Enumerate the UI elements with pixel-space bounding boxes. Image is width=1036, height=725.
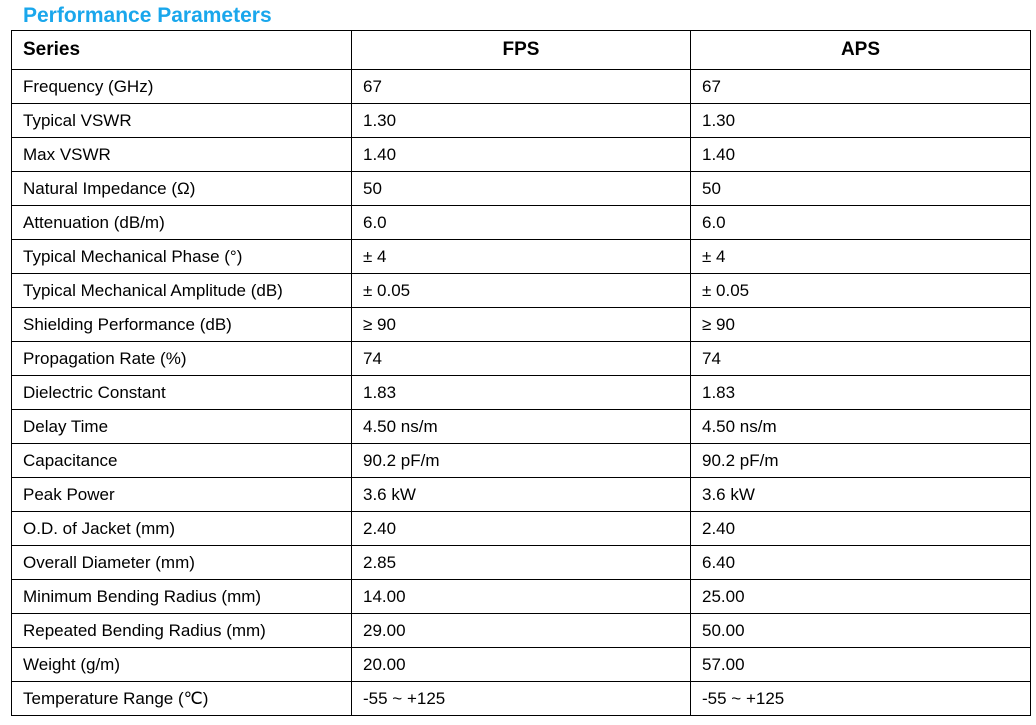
aps-value-cell: 2.40 [691, 512, 1031, 546]
fps-value-cell: 14.00 [352, 580, 691, 614]
parameter-name-cell: Repeated Bending Radius (mm) [12, 614, 352, 648]
aps-value-cell: ± 4 [691, 240, 1031, 274]
header-fps: FPS [352, 31, 691, 70]
parameter-name-cell: Dielectric Constant [12, 376, 352, 410]
table-row [12, 478, 1031, 512]
fps-value-cell: ± 0.05 [352, 274, 691, 308]
parameter-name-cell: Peak Power [12, 478, 352, 512]
aps-value-cell: 3.6 kW [691, 478, 1031, 512]
table-body [12, 70, 1031, 716]
aps-value-cell: 6.0 [691, 206, 1031, 240]
aps-value-cell: 50 [691, 172, 1031, 206]
table-row [12, 172, 1031, 206]
fps-value-cell: 3.6 kW [352, 478, 691, 512]
fps-value-cell: -55 ~ +125 [352, 682, 691, 716]
parameter-name-cell: Typical Mechanical Amplitude (dB) [12, 274, 352, 308]
parameter-name-cell: Weight (g/m) [12, 648, 352, 682]
aps-value-cell: 50.00 [691, 614, 1031, 648]
aps-value-cell: 1.83 [691, 376, 1031, 410]
table-row [12, 512, 1031, 546]
parameter-name-cell: Overall Diameter (mm) [12, 546, 352, 580]
fps-value-cell: 67 [352, 70, 691, 104]
table-row [12, 342, 1031, 376]
aps-value-cell: 90.2 pF/m [691, 444, 1031, 478]
table-row [12, 444, 1031, 478]
fps-value-cell: 90.2 pF/m [352, 444, 691, 478]
table-row [12, 240, 1031, 274]
aps-value-cell: 67 [691, 70, 1031, 104]
table-row [12, 682, 1031, 716]
table-row [12, 580, 1031, 614]
fps-value-cell: ± 4 [352, 240, 691, 274]
aps-value-cell: -55 ~ +125 [691, 682, 1031, 716]
parameter-name-cell: O.D. of Jacket (mm) [12, 512, 352, 546]
table-row [12, 206, 1031, 240]
table-row [12, 138, 1031, 172]
fps-value-cell: 50 [352, 172, 691, 206]
fps-value-cell: 4.50 ns/m [352, 410, 691, 444]
parameter-name-cell: Minimum Bending Radius (mm) [12, 580, 352, 614]
aps-value-cell: 57.00 [691, 648, 1031, 682]
table-header-row [12, 31, 1031, 70]
aps-value-cell: 6.40 [691, 546, 1031, 580]
table-row [12, 70, 1031, 104]
page-title: Performance Parameters [23, 4, 272, 27]
table-row [12, 648, 1031, 682]
fps-value-cell: 2.85 [352, 546, 691, 580]
fps-value-cell: 20.00 [352, 648, 691, 682]
fps-value-cell: 74 [352, 342, 691, 376]
aps-value-cell: 1.40 [691, 138, 1031, 172]
aps-value-cell: ± 0.05 [691, 274, 1031, 308]
table-row [12, 410, 1031, 444]
fps-value-cell: 2.40 [352, 512, 691, 546]
aps-value-cell: ≥ 90 [691, 308, 1031, 342]
aps-value-cell: 25.00 [691, 580, 1031, 614]
table-row [12, 376, 1031, 410]
table-row [12, 308, 1031, 342]
aps-value-cell: 74 [691, 342, 1031, 376]
parameter-name-cell: Frequency (GHz) [12, 70, 352, 104]
table-row [12, 104, 1031, 138]
parameter-name-cell: Delay Time [12, 410, 352, 444]
header-series: Series [12, 31, 352, 70]
header-aps: APS [691, 31, 1031, 70]
parameter-name-cell: Shielding Performance (dB) [12, 308, 352, 342]
parameter-name-cell: Propagation Rate (%) [12, 342, 352, 376]
parameter-name-cell: Temperature Range (℃) [12, 682, 352, 716]
fps-value-cell: 1.40 [352, 138, 691, 172]
fps-value-cell: 1.30 [352, 104, 691, 138]
performance-parameters-table [11, 30, 1031, 716]
fps-value-cell: 1.83 [352, 376, 691, 410]
fps-value-cell: 29.00 [352, 614, 691, 648]
parameter-name-cell: Max VSWR [12, 138, 352, 172]
parameter-name-cell: Attenuation (dB/m) [12, 206, 352, 240]
parameter-name-cell: Typical VSWR [12, 104, 352, 138]
table-row [12, 274, 1031, 308]
table-row [12, 614, 1031, 648]
parameter-name-cell: Natural Impedance (Ω) [12, 172, 352, 206]
fps-value-cell: 6.0 [352, 206, 691, 240]
fps-value-cell: ≥ 90 [352, 308, 691, 342]
aps-value-cell: 1.30 [691, 104, 1031, 138]
parameter-name-cell: Typical Mechanical Phase (°) [12, 240, 352, 274]
parameter-name-cell: Capacitance [12, 444, 352, 478]
aps-value-cell: 4.50 ns/m [691, 410, 1031, 444]
table-row [12, 546, 1031, 580]
